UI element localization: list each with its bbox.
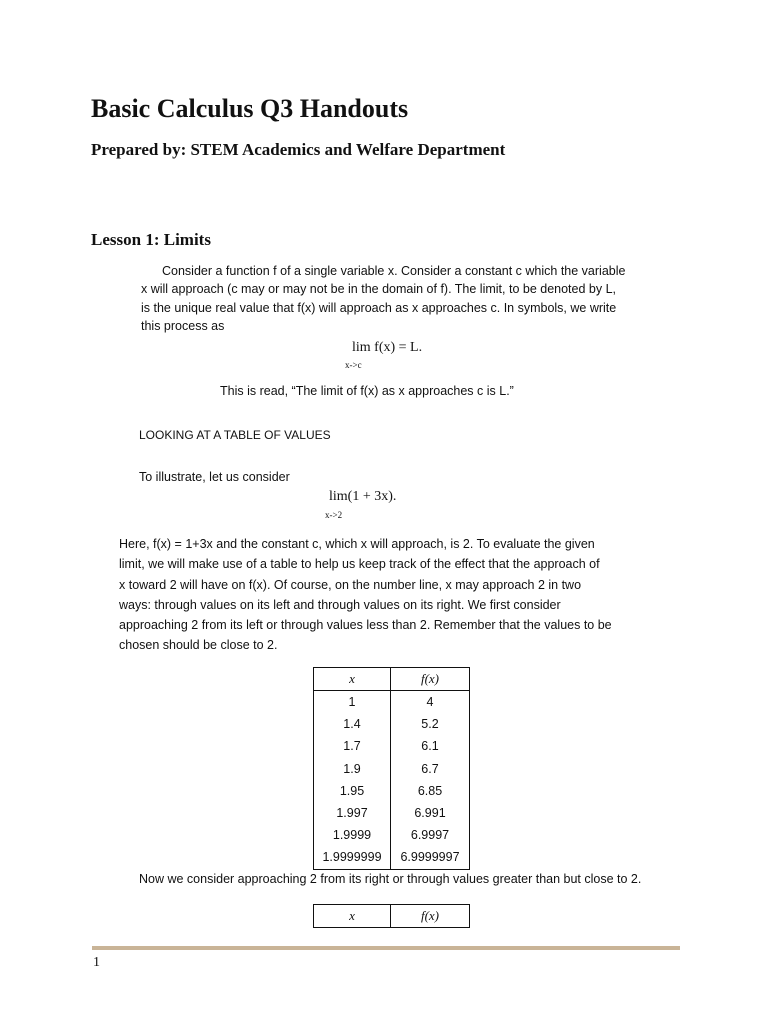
explanation-line: chosen should be close to 2.	[119, 638, 278, 653]
values-table-left	[313, 667, 470, 870]
section-label: LOOKING AT A TABLE OF VALUES	[139, 428, 331, 442]
table-row	[314, 780, 470, 802]
table-cell-fx: 6.85	[391, 780, 470, 802]
explanation-line: limit, we will make use of a table to help us keep track of the effect that the approach of	[119, 557, 600, 572]
explanation-line: x toward 2 will have on f(x). Of course, on the number line, x may approach 2 in two	[119, 577, 582, 592]
table-cell-fx: 6.991	[391, 802, 470, 824]
table-cell-fx: 6.1	[391, 735, 470, 757]
table-row	[314, 802, 470, 824]
intro-paragraph	[141, 262, 633, 335]
document-subtitle: Prepared by: STEM Academics and Welfare Department	[91, 140, 506, 159]
intro-line: x will approach (c may or may not be in the domain of f). The limit, to be denoted by L,	[141, 282, 617, 297]
intro-line: is the unique real value that f(x) will approach as x approaches c. In symbols, we write	[141, 300, 617, 315]
limit-expression-2: lim(1 + 3x).	[329, 489, 397, 504]
footer-divider	[92, 946, 680, 950]
table-row	[314, 758, 470, 780]
table-row	[314, 735, 470, 757]
table-cell-x: 1.9999	[314, 824, 391, 846]
limit-subscript-2: x->2	[325, 510, 343, 520]
lesson-heading: Lesson 1: Limits	[91, 230, 211, 249]
intro-line: Consider a function f of a single variable x. Consider a constant c which the variable	[162, 264, 626, 278]
right-approach-sentence: Now we consider approaching 2 from its right or through values greater than but close to 2.	[139, 872, 642, 886]
table-cell-fx: 5.2	[391, 713, 470, 735]
limit-expression-1: lim f(x) = L.	[352, 340, 423, 355]
table-header-x: x	[314, 668, 391, 691]
values-table-right	[313, 904, 470, 928]
table-cell-x: 1.9	[314, 758, 391, 780]
table-cell-fx: 4	[391, 691, 470, 714]
table-row	[314, 691, 470, 714]
table-cell-x: 1.95	[314, 780, 391, 802]
document-title: Basic Calculus Q3 Handouts	[91, 94, 409, 123]
limit-subscript-1: x->c	[345, 360, 362, 370]
explanation-line: ways: through values on its left and through values on its right. We first consider	[119, 597, 561, 612]
table-header-x: x	[314, 905, 391, 928]
table-header-fx: f(x)	[391, 668, 470, 691]
page-number: 1	[93, 955, 100, 970]
table-header-row	[314, 905, 470, 928]
table-row	[314, 713, 470, 735]
intro-line: this process as	[141, 318, 225, 333]
table-cell-x: 1.7	[314, 735, 391, 757]
table-cell-fx: 6.9999997	[391, 846, 470, 869]
table-header-row	[314, 668, 470, 691]
table-cell-fx: 6.7	[391, 758, 470, 780]
table-cell-x: 1.9999999	[314, 846, 391, 869]
explanation-paragraph	[119, 534, 631, 656]
table-cell-x: 1	[314, 691, 391, 714]
table-row	[314, 846, 470, 869]
table-header-fx: f(x)	[391, 905, 470, 928]
explanation-line: Here, f(x) = 1+3x and the constant c, which x will approach, is 2. To evaluate the given	[119, 537, 595, 551]
table-cell-fx: 6.9997	[391, 824, 470, 846]
table-row	[314, 824, 470, 846]
table-cell-x: 1.997	[314, 802, 391, 824]
illustrate-sentence: To illustrate, let us consider	[139, 470, 290, 484]
read-sentence: This is read, “The limit of f(x) as x approaches c is L.”	[220, 384, 514, 398]
explanation-line: approaching 2 from its left or through values less than 2. Remember that the values to be	[119, 618, 612, 633]
table-cell-x: 1.4	[314, 713, 391, 735]
